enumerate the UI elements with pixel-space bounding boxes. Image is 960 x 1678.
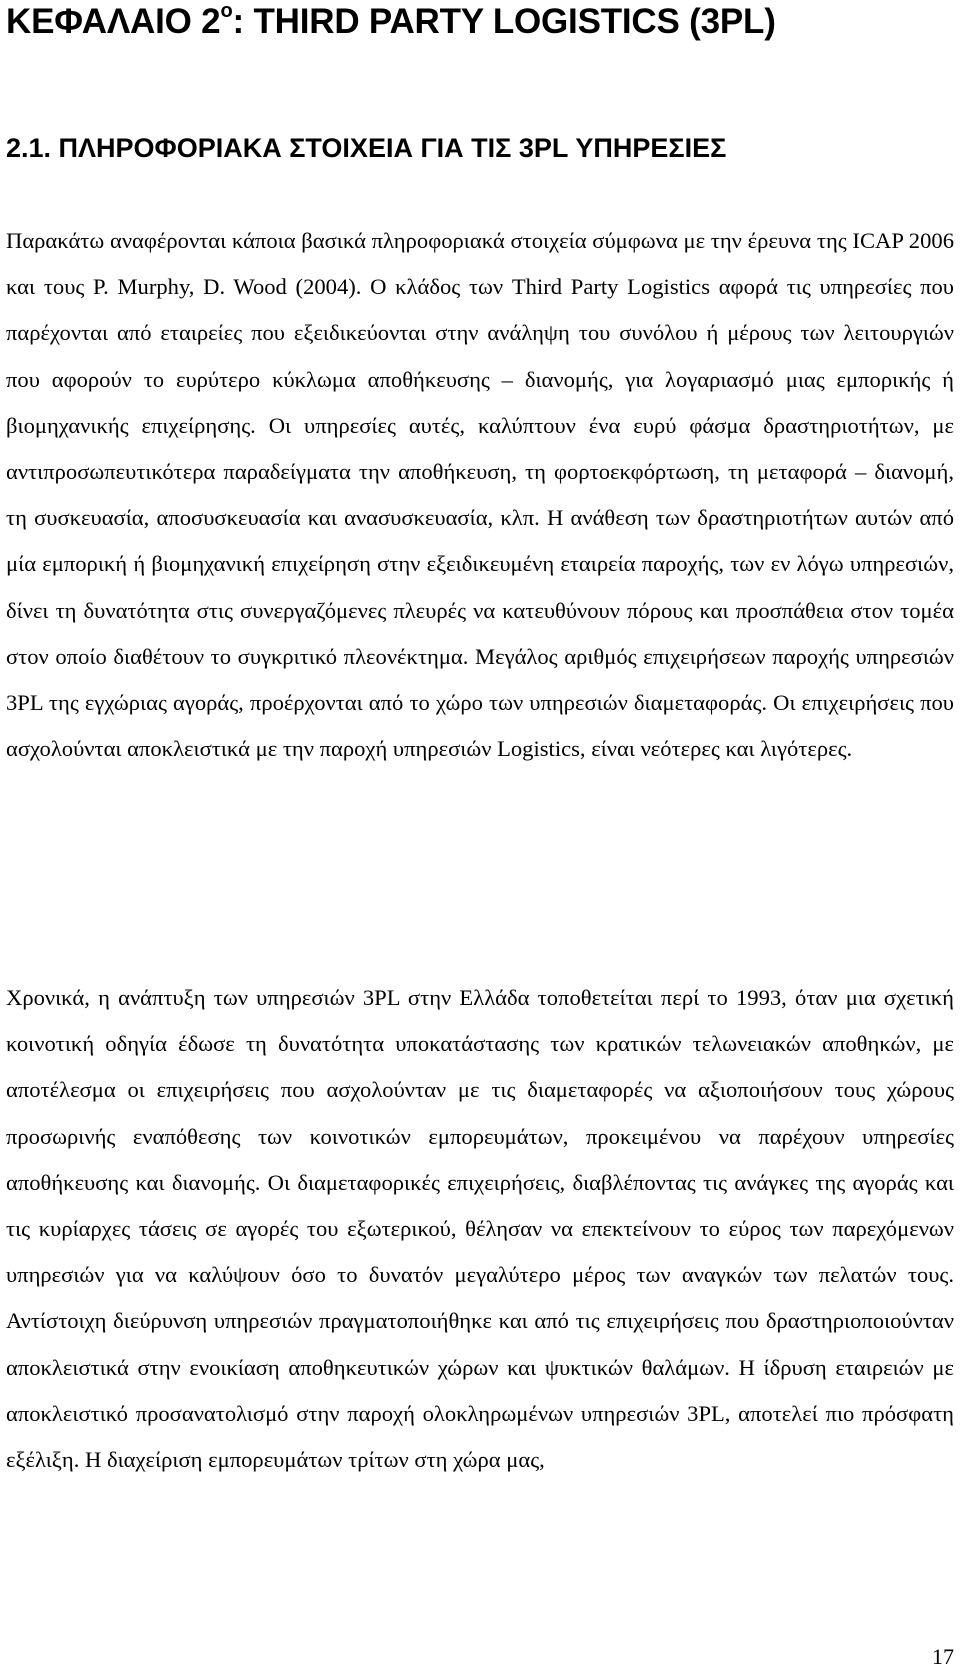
section-title: 2.1. ΠΛΗΡΟΦΟΡΙΑΚΑ ΣΤΟΙΧΕΙΑ ΓΙΑ ΤΙΣ 3PL ΥΠΗΡΕΣΙΕΣ [6, 133, 727, 163]
chapter-title-prefix: ΚΕΦΑΛΑΙΟ 2 [6, 2, 221, 41]
page-number: 17 [932, 1644, 954, 1669]
body-paragraph-2: Χρονικά, η ανάπτυξη των υπηρεσιών 3PL στην Ελλάδα τοποθετείται περί το 1993, όταν μια σχετική κοινοτική οδηγία έδωσε τη δυνατότητα υποκατάστασης των κρατικών τελωνειακών αποθηκών, με αποτέλεσμα οι επιχειρήσεις που ασχολούνταν με τις διαμεταφορές να αξιοποιήσουν τους χώρους προσωρινής εναπόθεσης των κοινοτικών εμπορευμάτων, προκειμένου να παρέχουν υπηρεσίες αποθήκευσης και διανομής. Οι διαμεταφορικές επιχειρήσεις, διαβλέποντας τις ανάγκες της αγοράς και τις κυρίαρχες τάσεις σε αγορές του εξωτερικού, θέλησαν να επεκτείνουν το εύρος των παρεχόμενων υπηρεσιών για να καλύψουν όσο το δυνατόν μεγαλύτερο μέρος των αναγκών των πελατών τους. Αντίστοιχη διεύρυνση υπηρεσιών πραγματοποιήθηκε και από τις επιχειρήσεις που δραστηριοποιούνταν αποκλειστικά στην ενοικίαση αποθηκευτικών χώρων και ψυκτικών θαλάμων. Η ίδρυση εταιρειών με αποκλειστικό προσανατολισμό στην παροχή ολοκληρωμένων υπηρεσιών 3PL, αποτελεί πιο πρόσφατη εξέλιξη. Η διαχείριση εμπορευμάτων τρίτων στη χώρα μας, [6, 985, 954, 1473]
chapter-title-superscript: ο [220, 0, 233, 22]
chapter-title-suffix: : THIRD PARTY LOGISTICS (3PL) [232, 2, 776, 41]
body-paragraph-1: Παρακάτω αναφέρονται κάποια βασικά πληροφοριακά στοιχεία σύμφωνα με την έρευνα της ICAP 2006 και τους P. Murphy, D. Wood (2004). Ο κλάδος των Third Party Logistics αφορά τις υπηρεσίες που παρέχονται από εταιρείες που εξειδικεύονται στην ανάληψη του συνόλου ή μέρους των λειτουργιών που αφορούν το ευρύτερο κύκλωμα αποθήκευσης – διανομής, για λογαριασμό μιας εμπορικής ή βιομηχανικής επιχείρησης. Οι υπηρεσίες αυτές, καλύπτουν ένα ευρύ φάσμα δραστηριοτήτων, με αντιπροσωπευτικότερα παραδείγματα την αποθήκευση, τη φορτοεκφόρτωση, τη μεταφορά – διανομή, τη συσκευασία, αποσυσκευασία και ανασυσκευασία, κλπ. Η ανάθεση των δραστηριοτήτων αυτών από μία εμπορική ή βιομηχανική επιχείρηση στην εξειδικευμένη εταιρεία παροχής, των εν λόγω υπηρεσιών, δίνει τη δυνατότητα στις συνεργαζόμενες πλευρές να κατευθύνουν πόρους και προσπάθεια στον τομέα στον οποίο διαθέτουν το συγκριτικό πλεονέκτημα. Μεγάλος αριθμός επιχειρήσεων παροχής υπηρεσιών 3PL της εγχώριας αγοράς, προέρχονται από το χώρο των υπηρεσιών διαμεταφοράς. Οι επιχειρήσεις που ασχολούνται αποκλειστικά με την παροχή υπηρεσιών Logistics, είναι νεότερες και λιγότερες. [6, 228, 954, 762]
chapter-title [6, 0, 776, 44]
